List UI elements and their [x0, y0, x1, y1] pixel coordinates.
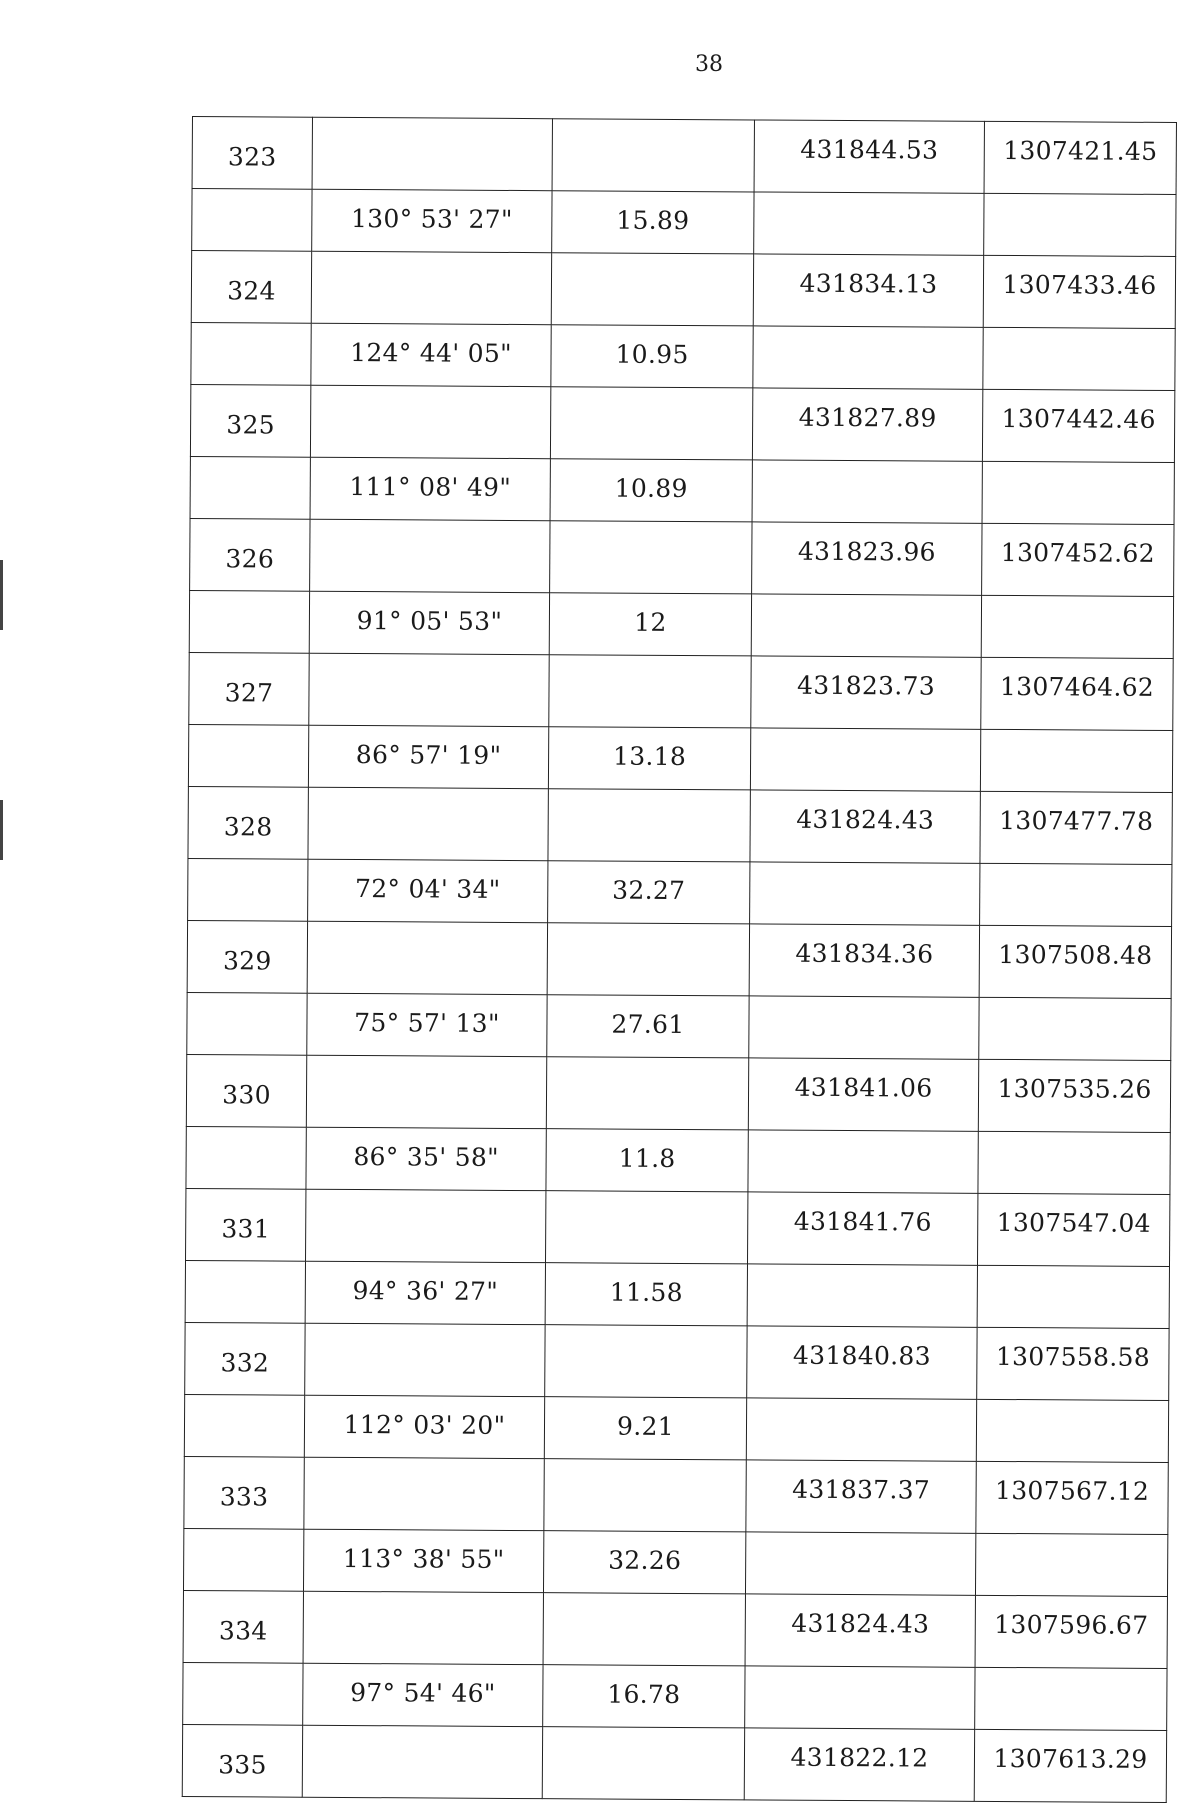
easting-cell: 1307535.26 [978, 1059, 1170, 1132]
station-cell: 328 [188, 786, 308, 859]
table-row [188, 786, 1172, 864]
distance-cell [546, 1191, 748, 1264]
station-cell [185, 1260, 305, 1323]
table-row [188, 724, 1172, 792]
bearing-cell [302, 1725, 542, 1798]
distance-cell [543, 1593, 745, 1666]
easting-cell [981, 595, 1173, 658]
easting-cell: 1307508.48 [979, 925, 1171, 998]
table-row [185, 1322, 1169, 1400]
northing-cell: 431822.12 [744, 1728, 974, 1801]
station-cell [184, 1394, 304, 1457]
distance-cell: 10.89 [550, 459, 752, 522]
table-row [186, 1188, 1170, 1266]
table-row [183, 1528, 1167, 1596]
station-cell: 335 [182, 1724, 302, 1797]
station-cell [188, 858, 308, 921]
station-cell: 334 [183, 1590, 303, 1663]
northing-cell: 431841.06 [748, 1058, 978, 1131]
bearing-cell: 130° 53' 27" [312, 189, 552, 252]
bearing-cell: 112° 03' 20" [304, 1395, 544, 1458]
table-row [190, 518, 1174, 596]
station-cell [183, 1662, 303, 1725]
table-row [192, 189, 1176, 257]
table-row [191, 322, 1175, 390]
bearing-cell [310, 385, 550, 458]
table-row [187, 920, 1171, 998]
northing-cell [747, 1264, 977, 1327]
table-row [186, 1126, 1170, 1194]
northing-cell [750, 862, 980, 925]
bearing-cell: 113° 38' 55" [303, 1529, 543, 1592]
bearing-cell [306, 1189, 546, 1262]
distance-cell: 27.61 [547, 995, 749, 1058]
distance-cell [551, 253, 753, 326]
easting-cell [975, 1533, 1167, 1596]
distance-cell [552, 119, 754, 192]
easting-cell: 1307558.58 [977, 1327, 1169, 1400]
table-row [192, 117, 1176, 195]
northing-cell: 431823.96 [752, 522, 982, 595]
easting-cell [976, 1399, 1168, 1462]
distance-cell: 13.18 [548, 727, 750, 790]
easting-cell [977, 1265, 1169, 1328]
station-cell: 331 [186, 1188, 306, 1261]
distance-cell [550, 521, 752, 594]
northing-cell [746, 1398, 976, 1461]
bearing-cell [309, 653, 549, 726]
bearing-cell [310, 519, 550, 592]
table-row [189, 652, 1173, 730]
easting-cell [975, 1667, 1167, 1730]
station-cell: 329 [187, 920, 307, 993]
distance-cell: 15.89 [552, 191, 754, 254]
distance-cell: 12 [549, 593, 751, 656]
northing-cell: 431823.73 [751, 656, 981, 729]
station-cell: 326 [190, 518, 310, 591]
bearing-cell [308, 787, 548, 860]
station-cell [190, 456, 310, 519]
station-cell: 330 [186, 1054, 306, 1127]
bearing-cell [312, 117, 552, 190]
distance-cell: 16.78 [543, 1665, 745, 1728]
distance-cell [542, 1727, 744, 1800]
easting-cell: 1307477.78 [980, 791, 1172, 864]
distance-cell [544, 1459, 746, 1532]
northing-cell [745, 1532, 975, 1595]
bearing-cell [307, 921, 547, 994]
distance-cell: 11.8 [546, 1129, 748, 1192]
easting-cell [978, 1131, 1170, 1194]
bearing-cell: 86° 57' 19" [308, 725, 548, 788]
easting-cell: 1307547.04 [977, 1193, 1169, 1266]
northing-cell [752, 460, 982, 523]
easting-cell: 1307442.46 [982, 389, 1174, 462]
station-cell: 333 [184, 1456, 304, 1529]
bearing-cell [303, 1591, 543, 1664]
station-cell [191, 322, 311, 385]
easting-cell: 1307464.62 [981, 657, 1173, 730]
scan-mark-left-lower [0, 800, 3, 860]
easting-cell [982, 461, 1174, 524]
table-row [189, 590, 1173, 658]
table-row [187, 992, 1171, 1060]
easting-cell [980, 863, 1172, 926]
station-cell: 324 [191, 251, 311, 324]
northing-cell [750, 728, 980, 791]
station-cell [186, 1126, 306, 1189]
station-cell: 332 [185, 1322, 305, 1395]
station-cell: 327 [189, 652, 309, 725]
distance-cell [550, 387, 752, 460]
easting-cell: 1307452.62 [982, 523, 1174, 596]
bearing-cell [304, 1457, 544, 1530]
table-row [186, 1054, 1170, 1132]
distance-cell: 32.26 [543, 1531, 745, 1594]
station-cell [189, 590, 309, 653]
station-cell [183, 1528, 303, 1591]
distance-cell [549, 655, 751, 728]
table-row [185, 1260, 1169, 1328]
northing-cell [749, 996, 979, 1059]
northing-cell: 431837.37 [746, 1460, 976, 1533]
table-row [183, 1590, 1167, 1668]
distance-cell [547, 923, 749, 996]
table-row [190, 384, 1174, 462]
station-cell: 323 [192, 117, 312, 190]
station-cell [187, 992, 307, 1055]
northing-cell: 431834.36 [749, 924, 979, 997]
easting-cell: 1307613.29 [974, 1729, 1166, 1802]
bearing-cell [305, 1323, 545, 1396]
distance-cell [548, 789, 750, 862]
page-number: 38 [695, 52, 723, 77]
easting-cell [979, 997, 1171, 1060]
table-row [191, 251, 1175, 329]
bearing-cell: 91° 05' 53" [309, 591, 549, 654]
northing-cell: 431844.53 [754, 120, 984, 193]
bearing-cell: 94° 36' 27" [305, 1261, 545, 1324]
scan-mark-left [0, 560, 3, 630]
distance-cell: 11.58 [545, 1263, 747, 1326]
table-row [184, 1456, 1168, 1534]
northing-cell: 431834.13 [753, 254, 983, 327]
northing-cell [745, 1666, 975, 1729]
table-row [182, 1724, 1166, 1802]
station-cell [188, 724, 308, 787]
northing-cell [751, 594, 981, 657]
distance-cell [545, 1325, 747, 1398]
bearing-cell: 72° 04' 34" [308, 859, 548, 922]
table-body [182, 117, 1176, 1803]
bearing-cell: 86° 35' 58" [306, 1127, 546, 1190]
station-cell [192, 189, 312, 252]
easting-cell: 1307421.45 [984, 121, 1176, 194]
easting-cell: 1307596.67 [975, 1595, 1167, 1668]
easting-cell [983, 327, 1175, 390]
distance-cell: 10.95 [551, 325, 753, 388]
easting-cell [980, 729, 1172, 792]
northing-cell: 431840.83 [747, 1326, 977, 1399]
station-cell: 325 [190, 384, 310, 457]
table-row [184, 1394, 1168, 1462]
easting-cell [984, 193, 1176, 256]
table-row [183, 1662, 1167, 1730]
northing-cell: 431824.43 [745, 1594, 975, 1667]
bearing-cell [311, 251, 551, 324]
distance-cell: 9.21 [544, 1397, 746, 1460]
survey-coordinates-table [182, 116, 1177, 1803]
northing-cell [748, 1130, 978, 1193]
northing-cell [753, 326, 983, 389]
northing-cell: 431827.89 [752, 388, 982, 461]
bearing-cell: 75° 57' 13" [307, 993, 547, 1056]
distance-cell: 32.27 [548, 861, 750, 924]
bearing-cell: 111° 08' 49" [310, 457, 550, 520]
table-row [190, 456, 1174, 524]
bearing-cell: 124° 44' 05" [311, 323, 551, 386]
northing-cell: 431841.76 [747, 1192, 977, 1265]
bearing-cell [306, 1055, 546, 1128]
easting-cell: 1307433.46 [983, 255, 1175, 328]
distance-cell [546, 1057, 748, 1130]
northing-cell: 431824.43 [750, 790, 980, 863]
easting-cell: 1307567.12 [976, 1461, 1168, 1534]
table-row [188, 858, 1172, 926]
northing-cell [754, 192, 984, 255]
bearing-cell: 97° 54' 46" [303, 1663, 543, 1726]
